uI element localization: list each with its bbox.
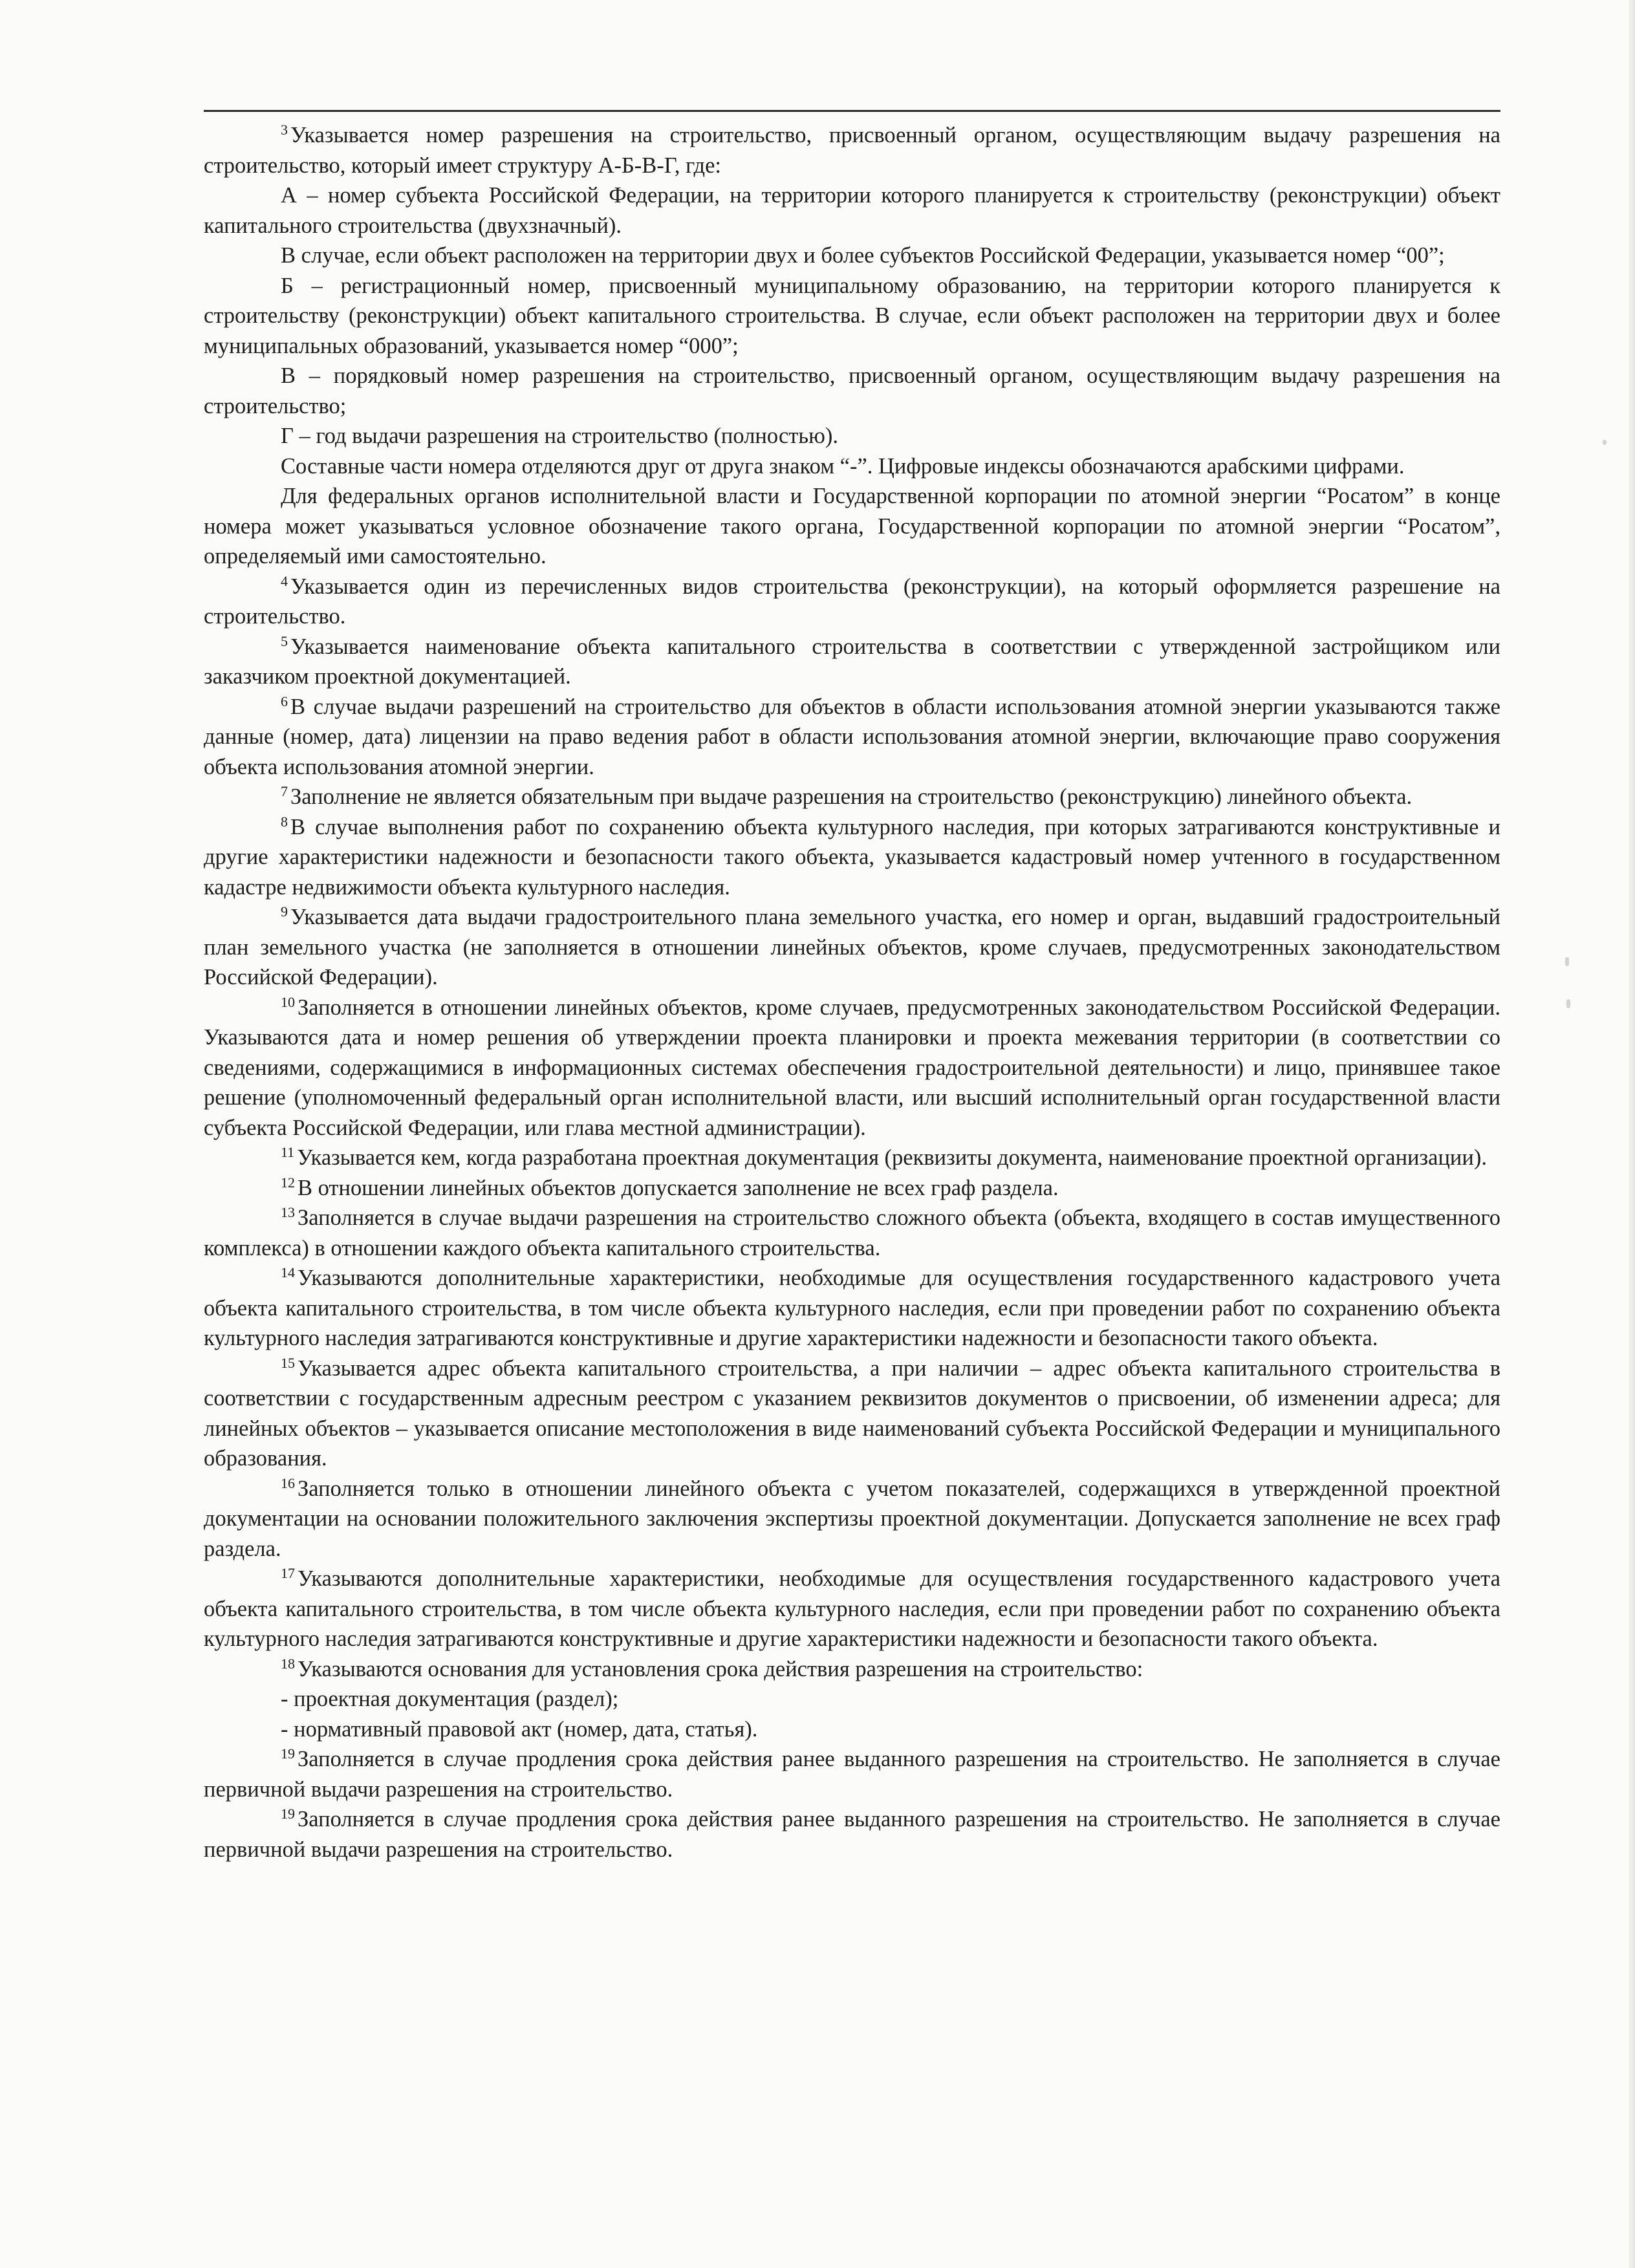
footnote-paragraph [204, 180, 1500, 241]
footnote-paragraph [204, 421, 1500, 451]
footnote-list-item [204, 1684, 1500, 1714]
footnote-text: Указывается дата выдачи градостроительного плана земельного участка, его номер и орган, выдавший градостроительный план земельного участка (не заполняется в отношении линейных объектов, кроме случаев, предусмотренных законодательством Российской Федерации). [204, 905, 1500, 989]
footnote-11 [204, 1143, 1500, 1173]
footnote-mark: 19 [281, 1806, 295, 1822]
scan-speck [1603, 440, 1607, 445]
footnote-text: В – порядковый номер разрешения на строительство, присвоенный органом, осуществляющим выдачу разрешения на строительство; [204, 363, 1500, 418]
footnote-text: Указываются дополнительные характеристики, необходимые для осуществления государственного кадастрового учета объекта капитального строительства, в том числе объекта культурного наследия, если при проведении работ по сохранению объекта культурного наследия затрагиваются конструктивные и другие характеристики надежности и безопасности такого объекта. [204, 1266, 1500, 1350]
footnote-4 [204, 572, 1500, 632]
footnote-text: Заполняется только в отношении линейного объекта с учетом показателей, содержащихся в утвержденной проектной документации на основании положительного заключения экспертизы проектной документации. Допускается заполнение не всех граф раздела. [204, 1476, 1500, 1561]
footnote-19 [204, 1744, 1500, 1804]
footnote-text: Указывается кем, когда разработана проектная документация (реквизиты документа, наименование проектной организации). [297, 1145, 1487, 1170]
footnote-mark: 9 [281, 903, 288, 920]
footnote-mark: 12 [281, 1174, 295, 1191]
footnote-6 [204, 692, 1500, 783]
footnote-text: Указывается один из перечисленных видов строительства (реконструкции), на который оформляется разрешение на строительство. [204, 574, 1500, 629]
footnote-text: Указывается адрес объекта капитального строительства, а при наличии – адрес объекта капитального строительства в соответствии с государственным адресным реестром с указанием реквизитов документов о присвоении, об изменении адреса; для линейных объектов – указывается описание местоположения в виде наименований субъекта Российской Федерации и муниципального образования. [204, 1355, 1500, 1471]
footnote-text: В случае выдачи разрешений на строительство для объектов в области использования атомной энергии указываются также данные (номер, дата) лицензии на право ведения работ в области использования атомной энергии, включающие право сооружения объекта использования атомной энергии. [204, 694, 1500, 779]
footnote-3 [204, 120, 1500, 180]
footnote-text: Заполняется в случае выдачи разрешения на строительство сложного объекта (объекта, входящего в состав имущественного комплекса) в отношении каждого объекта капитального строительства. [204, 1205, 1500, 1260]
footnote-text: Заполняется в случае продления срока действия ранее выданного разрешения на строительство. Не заполняется в случае первичной выдачи разрешения на строительство. [204, 1807, 1500, 1862]
footnote-text: Заполнение не является обязательным при выдаче разрешения на строительство (реконструкцию) линейного объекта. [290, 784, 1413, 809]
footnote-paragraph [204, 481, 1500, 572]
footnote-5 [204, 632, 1500, 692]
footnote-mark: 5 [281, 632, 288, 649]
footnote-mark: 10 [281, 993, 295, 1010]
footnote-text: Указывается наименование объекта капитального строительства в соответствии с утвержденной застройщиком или заказчиком проектной документацией. [204, 634, 1500, 689]
footnote-text: Указывается номер разрешения на строительство, присвоенный органом, осуществляющим выдачу разрешения на строительство, который имеет структуру А-Б-В-Г, где: [204, 123, 1500, 178]
footnote-paragraph [204, 451, 1500, 482]
scan-speck [1566, 999, 1570, 1008]
footnote-list-item [204, 1714, 1500, 1745]
footnote-mark: 13 [281, 1204, 295, 1220]
footnote-12 [204, 1173, 1500, 1204]
footnote-15 [204, 1354, 1500, 1474]
footnote-paragraph [204, 271, 1500, 362]
scan-edge [1629, 0, 1635, 2268]
footnote-18 [204, 1654, 1500, 1685]
footnote-mark: 15 [281, 1354, 295, 1371]
footnote-mark: 7 [281, 783, 288, 799]
footnote-mark: 3 [281, 122, 288, 138]
footnote-mark: 16 [281, 1474, 295, 1491]
footnote-paragraph [204, 241, 1500, 271]
footnote-mark: 11 [281, 1144, 295, 1160]
footnote-mark: 4 [281, 572, 288, 589]
footnote-10 [204, 993, 1500, 1143]
footnote-7 [204, 782, 1500, 812]
footnote-mark: 19 [281, 1745, 295, 1762]
scan-speck [1565, 957, 1569, 966]
footnote-19 [204, 1804, 1500, 1864]
footnote-mark: 8 [281, 813, 288, 830]
footnote-9 [204, 902, 1500, 993]
footnote-mark: 17 [281, 1565, 295, 1581]
footnote-text: Заполняется в отношении линейных объектов, кроме случаев, предусмотренных законодательством Российской Федерации. Указываются дата и номер решения об утверждении проекта планировки и проекта межевания территории (в соответствии со сведениями, содержащимися в информационных системах обеспечения градостроительной деятельности) и лицо, принявшее такое решение (уполномоченный федеральный орган исполнительной власти, или высший исполнительный орган государственной власти субъекта Российской Федерации, или глава местной администрации). [204, 995, 1500, 1140]
footnote-text: Указываются дополнительные характеристики, необходимые для осуществления государственного кадастрового учета объекта капитального строительства, в том числе объекта культурного наследия, если при проведении работ по сохранению объекта культурного наследия затрагиваются конструктивные и другие характеристики надежности и безопасности такого объекта. [204, 1566, 1500, 1651]
footnote-17 [204, 1564, 1500, 1654]
footnote-text: Заполняется в случае продления срока действия ранее выданного разрешения на строительство. Не заполняется в случае первичной выдачи разрешения на строительство. [204, 1747, 1500, 1802]
footnote-text: Для федеральных органов исполнительной власти и Государственной корпорации по атомной энергии “Росатом” в конце номера может указываться условное обозначение такого органа, Государственной корпорации по атомной энергии “Росатом”, определяемый ими самостоятельно. [204, 484, 1500, 568]
footnote-8 [204, 812, 1500, 903]
footnote-separator-line [204, 110, 1500, 112]
footnote-mark: 18 [281, 1655, 295, 1672]
footnote-13 [204, 1203, 1500, 1263]
footnote-text: Б – регистрационный номер, присвоенный муниципальному образованию, на территории которого планируется к строительству (реконструкции) объект капитального строительства. В случае, если объект расположен на территории двух и более муниципальных образований, указывается номер “000”; [204, 273, 1500, 358]
footnote-mark: 6 [281, 693, 288, 709]
footnotes-block [204, 120, 1500, 1864]
footnote-text: - проектная документация (раздел); [281, 1687, 619, 1711]
footnote-mark: 14 [281, 1264, 295, 1280]
footnote-14 [204, 1263, 1500, 1354]
footnote-16 [204, 1474, 1500, 1564]
footnote-text: В случае выполнения работ по сохранению объекта культурного наследия, при которых затрагиваются конструктивные и другие характеристики надежности и безопасности такого объекта, указывается кадастровый номер учтенного в государственном кадастре недвижимости объекта культурного наследия. [204, 814, 1500, 900]
footnote-text: А – номер субъекта Российской Федерации, на территории которого планируется к строительству (реконструкции) объект капитального строительства (двухзначный). [204, 183, 1500, 238]
footnote-text: Указываются основания для установления срока действия разрешения на строительство: [298, 1656, 1143, 1681]
footnote-text: В отношении линейных объектов допускается заполнение не всех граф раздела. [298, 1175, 1059, 1200]
footnote-text: В случае, если объект расположен на территории двух и более субъектов Российской Федерации, указывается номер “00”; [281, 243, 1445, 268]
footnote-paragraph [204, 361, 1500, 421]
footnote-text: Г – год выдачи разрешения на строительство (полностью). [281, 424, 838, 448]
footnote-text: - нормативный правовой акт (номер, дата, статья). [281, 1716, 758, 1742]
footnote-text: Составные части номера отделяются друг от друга знаком “-”. Цифровые индексы обозначаются арабскими цифрами. [281, 453, 1405, 479]
